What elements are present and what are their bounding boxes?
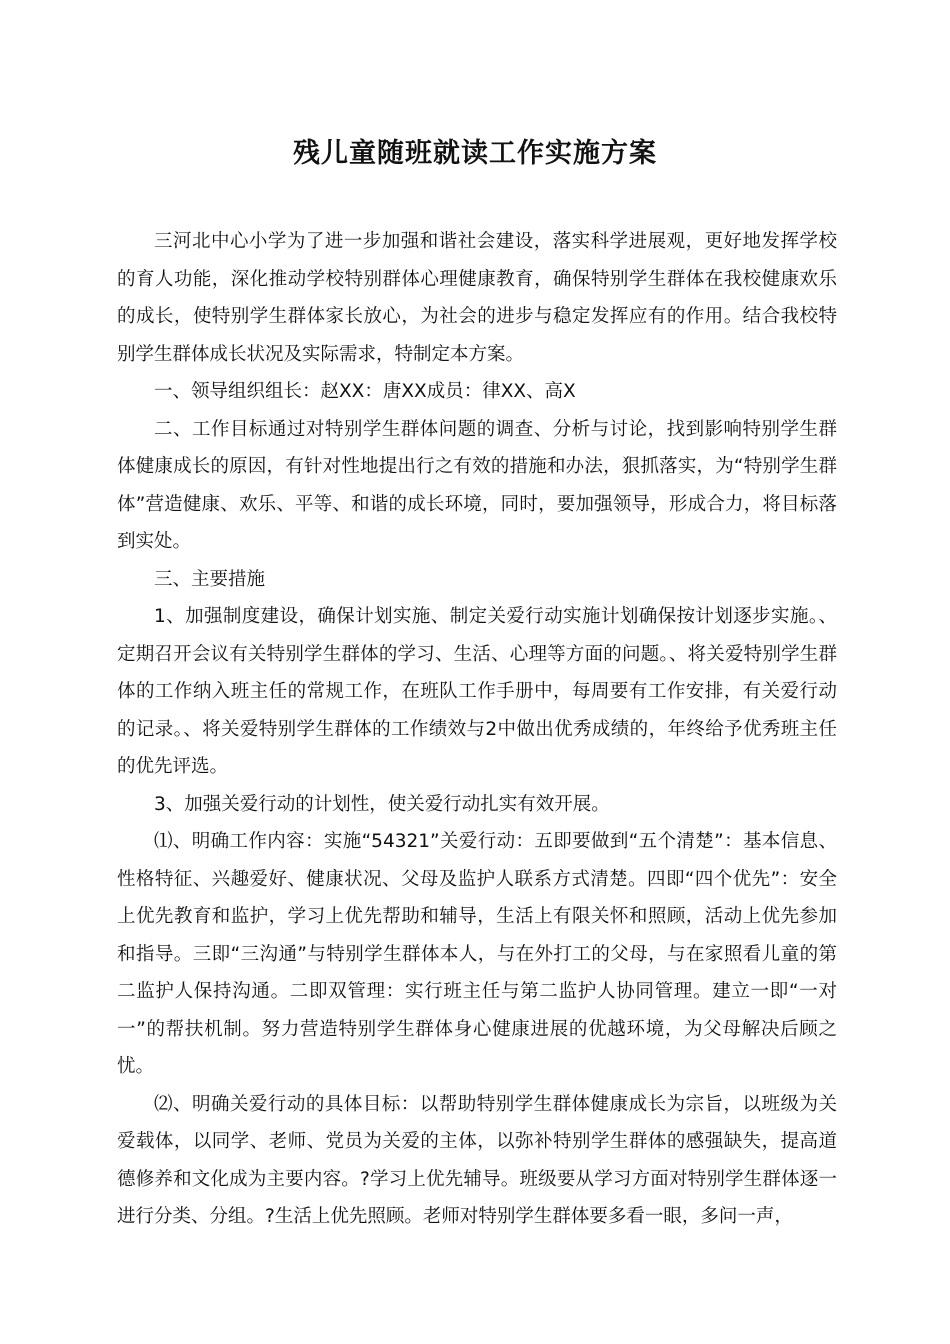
paragraph-measures-heading: 三、主要措施: [154, 568, 266, 590]
paragraph-measure-1: 1、加强制度建设，确保计划实施、制定关爱行动实施计划确保按计划逐步实施。、定期召开会议有关特别学生群体的学习、生活、心理等方面的问题。、将关爱特别学生群体的工作纳入班主任的常规工作，在班队工作手册中，每周要有工作安排，有关爱行动的记录。、将关爱特别学生群体的工作绩效与2中做出优秀成绩的，年终给予优秀班主任的优先评选。: [117, 606, 837, 777]
paragraph-measure-3: 3、加强关爱行动的计划性，使关爱行动扎实有效开展。: [154, 793, 610, 815]
paragraph-leadership: 一、领导组织组长：赵XX：唐XX成员：律XX、高X: [154, 381, 576, 402]
paragraph-intro: 三河北中心小学为了进一步加强和谐社会建设，落实科学进展观，更好地发挥学校的育人功能，深化推动学校特别群体心理健康教育，确保特别学生群体在我校健康欢乐的成长，使特别学生群体家长放心，为社会的进步与稳定发挥应有的作用。结合我校特别学生群体成长状况及实际需求，特制定本方案。: [117, 231, 837, 365]
document-body: [117, 223, 837, 1236]
paragraph-goals: 二、工作目标通过对特别学生群体问题的调查、分析与讨论，找到影响特别学生群体健康成长的原因，有针对性地提出行之有效的措施和办法，狠抓落实，为“特别学生群体”营造健康、欢乐、平等、和谐的成长环境，同时，要加强领导，形成合力，将目标落到实处。: [117, 418, 837, 552]
document-title: 残儿童随班就读工作实施方案: [293, 138, 657, 169]
paragraph-item-1: ⑴、明确工作内容：实施“54321”关爱行动：五即要做到“五个清楚”：基本信息、性格特征、兴趣爱好、健康状况、父母及监护人联系方式清楚。四即“四个优先”：安全上优先教育和监护，学习上优先帮助和辅导，生活上有限关怀和照顾，活动上优先参加和指导。三即“三沟通”与特别学生群体本人，与在外打工的父母，与在家照看儿童的第二监护人保持沟通。二即双管理：实行班主任与第二监护人协同管理。建立一即“一对一”的帮扶机制。努力营造特别学生群体身心健康进展的优越环境，为父母解决后顾之忧。: [117, 831, 837, 1077]
paragraph-item-2: ⑵、明确关爱行动的具体目标：以帮助特别学生群体健康成长为宗旨，以班级为关爱载体，以同学、老师、党员为关爱的主体，以弥补特别学生群体的感强缺失，提高道德修养和文化成为主要内容。?学习上优先辅导。班级要从学习方面对特别学生群体逐一进行分类、分组。?生活上优先照顾。老师对特别学生群体要多看一眼，多问一声，: [117, 1093, 837, 1227]
